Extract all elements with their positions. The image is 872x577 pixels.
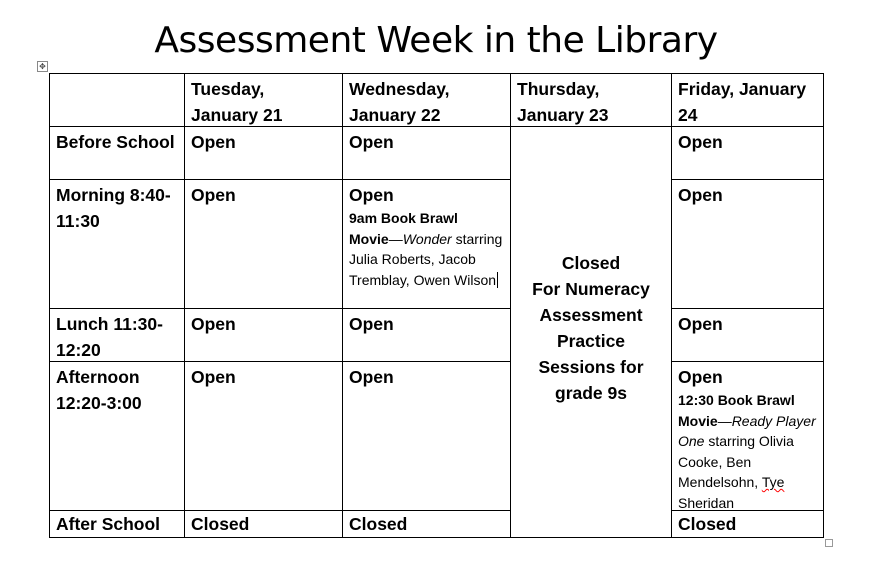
- cell-wed-afternoon: Open: [342, 361, 511, 511]
- row-label-morning: Morning 8:40-11:30: [49, 179, 185, 309]
- cell-fri-lunch: Open: [671, 308, 824, 362]
- cell-tue-lunch: Open: [184, 308, 343, 362]
- row-label-afternoon: Afternoon 12:20-3:00: [49, 361, 185, 511]
- text-cursor: [497, 272, 498, 288]
- event-note: [349, 208, 504, 290]
- cell-fri-after: Closed: [671, 510, 824, 538]
- movie-label: Movie: [349, 230, 389, 247]
- cell-tue-afternoon: Open: [184, 361, 343, 511]
- movie-label: Movie: [678, 412, 718, 429]
- header-tuesday: Tuesday, January 21: [184, 73, 343, 127]
- movie-title: Wonder: [402, 230, 452, 247]
- thursday-closed-label: Closed: [561, 253, 621, 273]
- dash: —: [717, 412, 732, 429]
- movie-title: Ready Player One: [678, 412, 816, 449]
- header-cell-empty: [49, 73, 185, 127]
- cell-wed-morning: [342, 179, 511, 309]
- cell-thursday-closed: [510, 126, 672, 538]
- cell-fri-before: Open: [671, 126, 824, 180]
- header-thursday: Thursday, January 23: [510, 73, 672, 127]
- cell-wed-lunch: Open: [342, 308, 511, 362]
- event-name: 12:30 Book Brawl: [678, 392, 795, 408]
- header-wednesday: Wednesday, January 22: [342, 73, 511, 127]
- table-move-handle-icon[interactable]: ✥: [37, 61, 48, 72]
- status: Open: [349, 185, 394, 205]
- row-label-lunch: Lunch 11:30-12:20: [49, 308, 185, 362]
- cell-tue-after: Closed: [184, 510, 343, 538]
- row-label-before-school: Before School: [49, 126, 185, 180]
- cell-tue-before: Open: [184, 126, 343, 180]
- spellcheck-word: Tye: [761, 474, 785, 490]
- cast: starring Julia Roberts, Jacob Tremblay, Owen Wilson: [349, 230, 503, 288]
- event-name: 9am Book Brawl: [349, 210, 458, 226]
- dash: —: [388, 230, 403, 247]
- cell-fri-afternoon: [671, 361, 824, 511]
- table-resize-handle[interactable]: [825, 539, 833, 547]
- document-title: Assessment Week in the Library: [154, 20, 718, 61]
- header-friday: Friday, January 24: [671, 73, 824, 127]
- cast: starring Olivia Cooke, Ben Mendelsohn,: [678, 433, 794, 490]
- cell-wed-before: Open: [342, 126, 511, 180]
- cell-wed-after: Closed: [342, 510, 511, 538]
- event-note: [678, 390, 817, 513]
- row-label-after-school: After School: [49, 510, 185, 538]
- cell-tue-morning: Open: [184, 179, 343, 309]
- thursday-reason: For Numeracy Assessment Practice Sessions for grade 9s: [532, 279, 650, 403]
- cell-fri-morning: Open: [671, 179, 824, 309]
- status: Open: [678, 367, 723, 387]
- cast-end: Sheridan: [678, 494, 735, 511]
